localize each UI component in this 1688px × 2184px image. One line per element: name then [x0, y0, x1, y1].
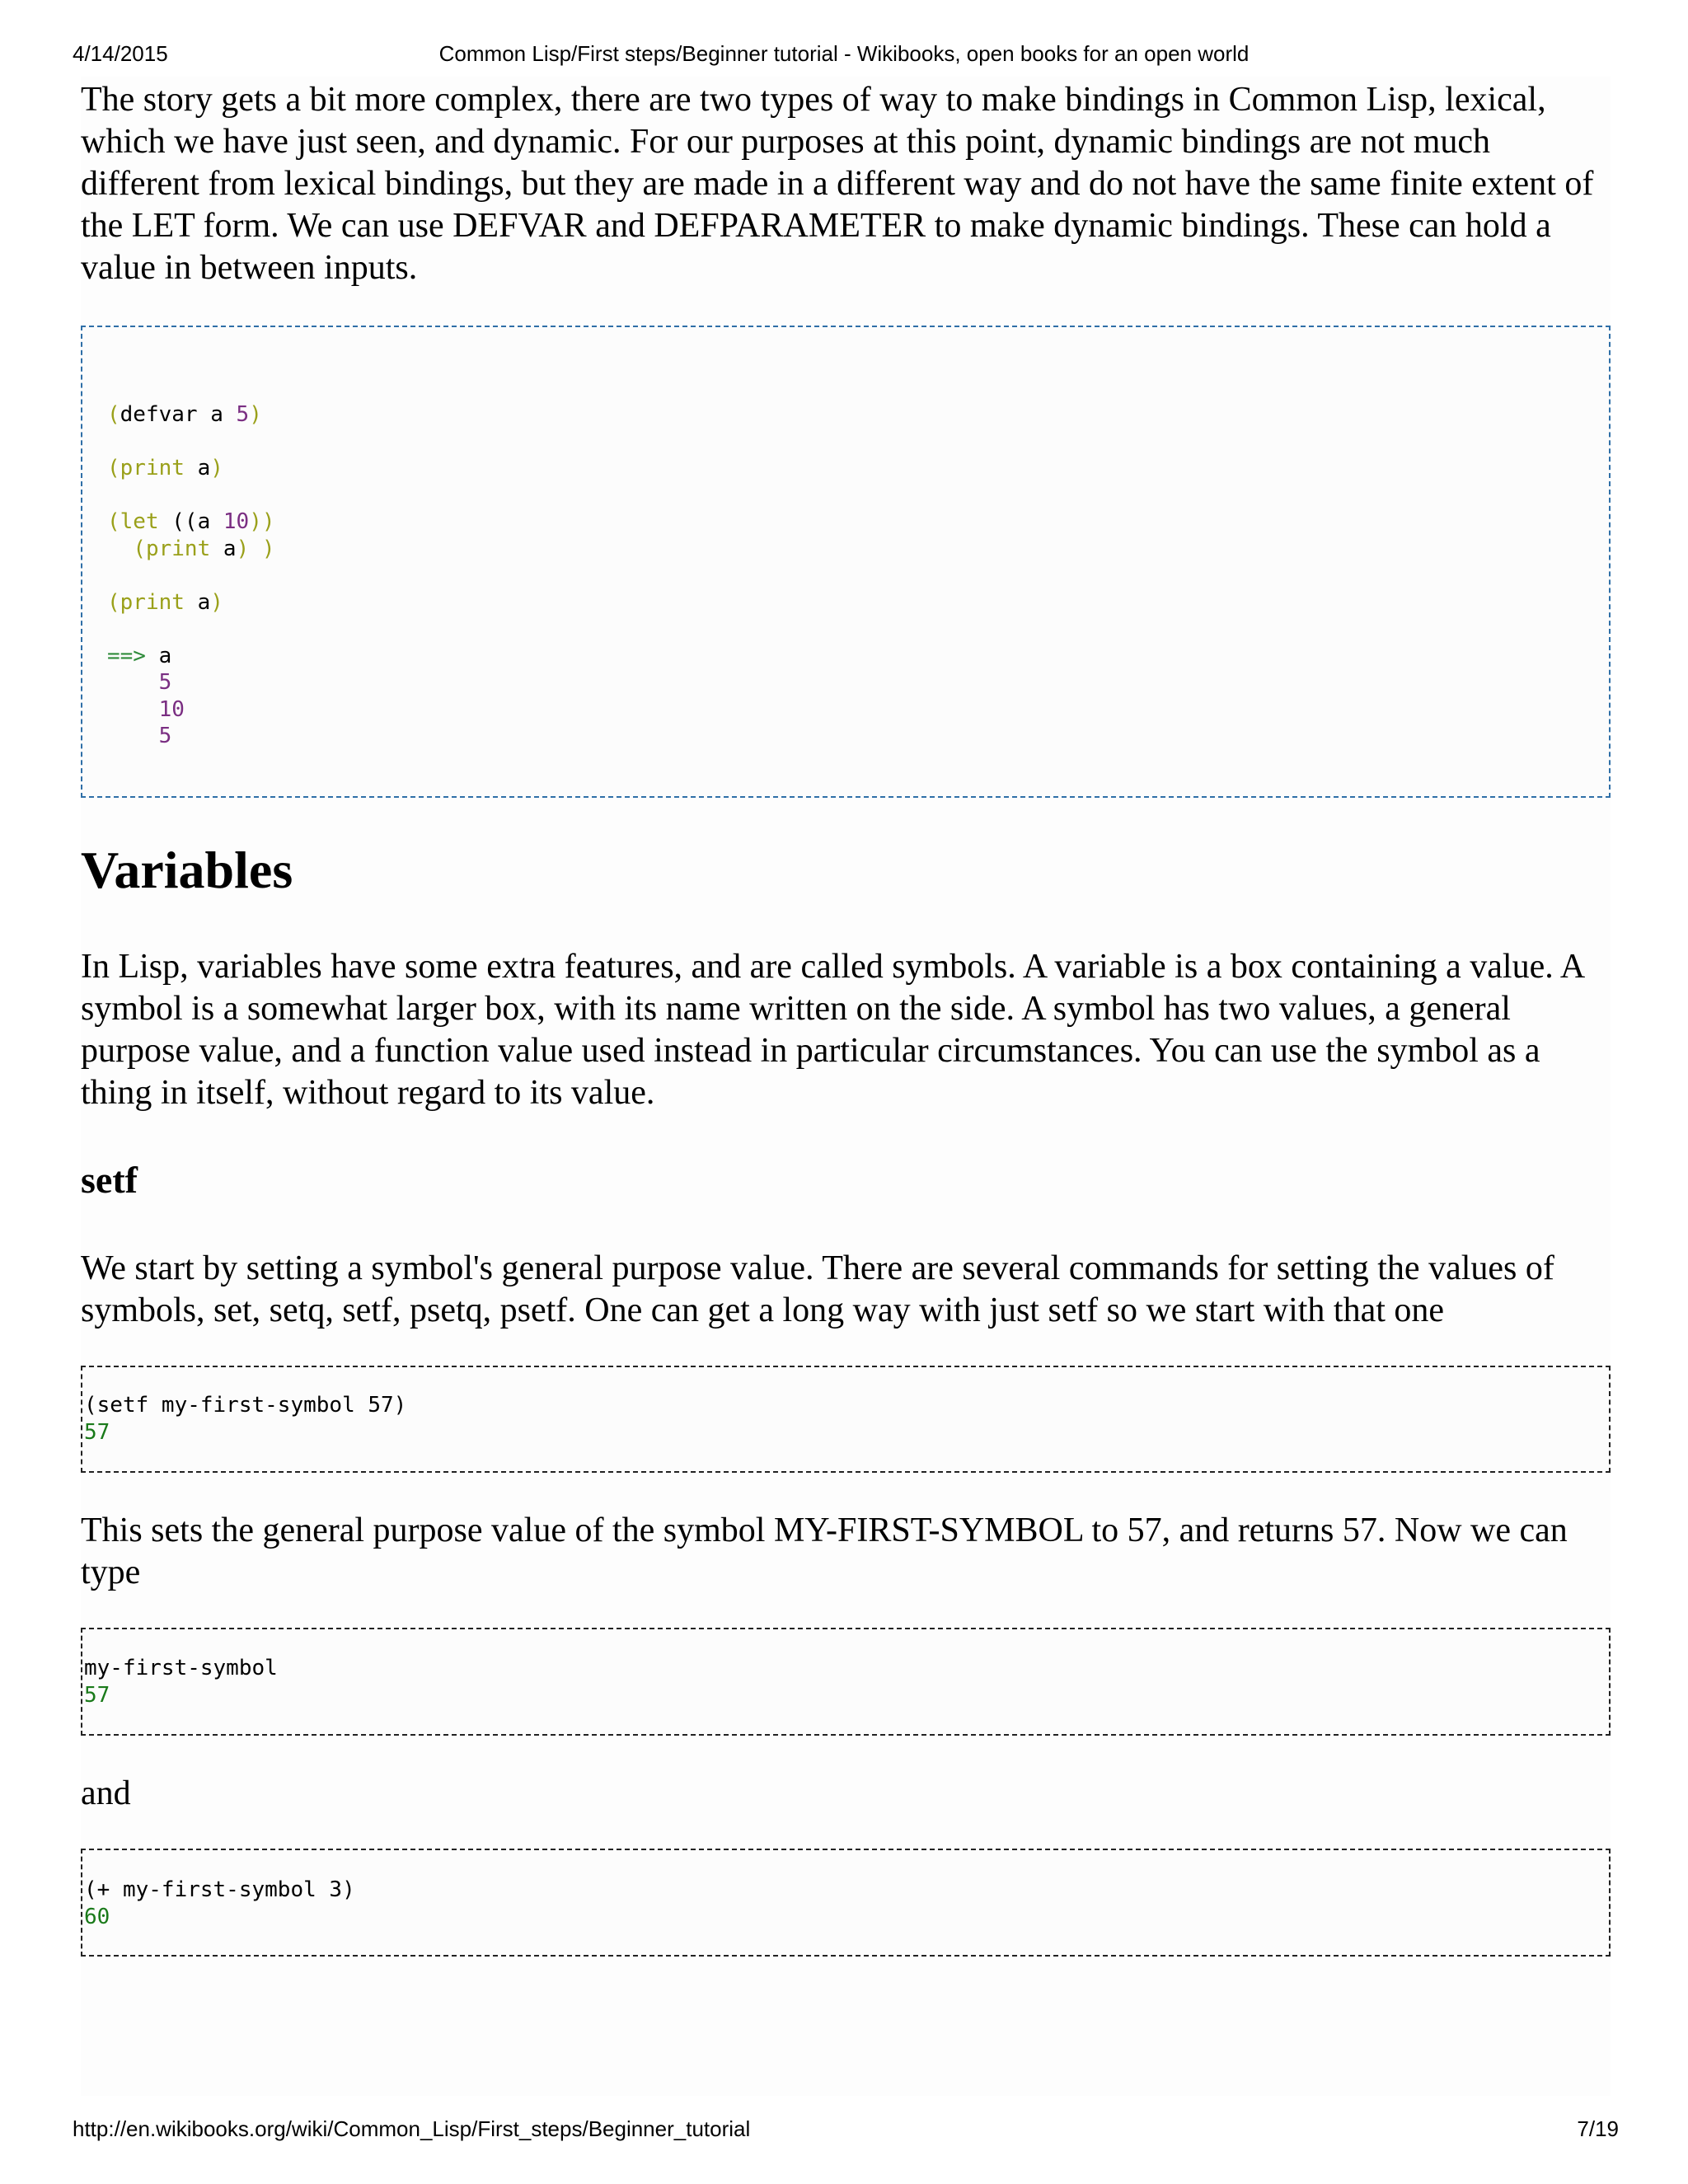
code-output: 57: [84, 1682, 110, 1708]
variables-paragraph: In Lisp, variables have some extra features, and are called symbols. A variable is a box containing a value. A symbol is a somewhat larger box, with its name written on the side. A symbol has two values, a general purpose value, and a function value used instead in particular circumstances. You can use the symbol as a thing in itself, without regard to its value.: [81, 948, 1583, 1112]
page-title: Common Lisp/First steps/Beginner tutorial - Wikibooks, open books for an open world: [438, 41, 1250, 66]
variables-heading: Variables: [81, 841, 293, 899]
code-plus-lines: [84, 1877, 355, 1930]
and-paragraph: and: [81, 1774, 131, 1812]
code-line: (let ((a 10)): [107, 509, 275, 534]
sets-paragraph: This sets the general purpose value of the symbol MY-FIRST-SYMBOL to 57, and returns 57. Now we can type: [81, 1511, 1568, 1591]
code-line: (print a): [107, 589, 223, 615]
intro-paragraph: The story gets a bit more complex, there are two types of way to make bindings in Common Lisp, lexical, which we have just seen, and dynamic. For our purposes at this point, dynamic bindings are not much different from lexical bindings, but they are made in a different way and do not have the same finite extent of the LET form. We can use DEFVAR and DEFPARAMETER to make dynamic bindings. These can hold a value in between inputs.: [81, 81, 1594, 287]
code-input: (setf my-first-symbol 57): [84, 1393, 407, 1418]
code-block-plus: [81, 1849, 1611, 1957]
result-value: 10: [158, 696, 185, 722]
page-number: 7/19: [1577, 2116, 1619, 2141]
code-block-defvar: [81, 326, 1611, 798]
page-footer: [0, 2116, 1688, 2146]
code-result: ==> a: [107, 643, 172, 668]
setf-paragraph: We start by setting a symbol's general purpose value. There are several commands for setting the values of symbols, set, setq, setf, psetq, psetf. One can get a long way with just setf so we start with that one: [81, 1249, 1554, 1329]
code-output: 57: [84, 1419, 110, 1445]
code-symbol-lines: [84, 1655, 278, 1708]
result-value: 5: [158, 670, 172, 695]
code-input: (+ my-first-symbol 3): [84, 1877, 355, 1902]
code-setf-lines: [84, 1392, 406, 1446]
result-value: 5: [158, 724, 172, 748]
code-defvar-lines: [107, 401, 275, 750]
page-header: [0, 41, 1688, 71]
code-line: (defvar a 5): [107, 402, 262, 427]
print-date: 4/14/2015: [73, 41, 168, 66]
code-block-setf: [81, 1366, 1611, 1473]
code-block-symbol: [81, 1628, 1611, 1736]
code-output: 60: [84, 1904, 110, 1929]
page-url: http://en.wikibooks.org/wiki/Common_Lisp/First_steps/Beginner_tutorial: [73, 2116, 751, 2141]
code-line: (print a) ): [133, 536, 275, 561]
code-input: my-first-symbol: [84, 1656, 278, 1680]
setf-heading: setf: [81, 1159, 138, 1201]
code-line: (print a): [107, 456, 223, 480]
